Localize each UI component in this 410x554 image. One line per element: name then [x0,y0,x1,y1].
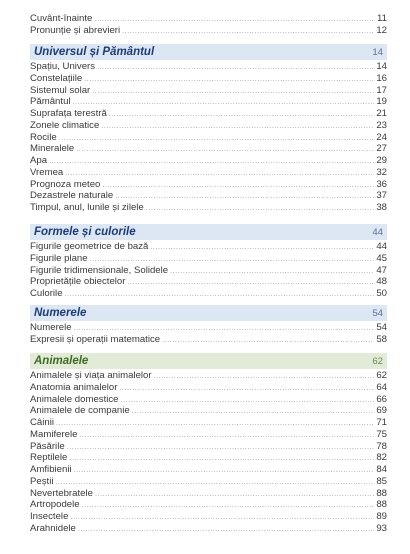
toc-entry-page: 17 [376,84,387,96]
dot-leader [79,429,374,441]
toc-entry-page: 16 [376,72,387,84]
toc-entry[interactable] [30,488,387,500]
toc-entry-label: Arahnidele [30,522,76,534]
toc-entry-label: Mamiferele [30,428,78,440]
dot-leader [69,452,374,464]
toc-entry-label: Apa [30,155,48,166]
dot-leader [84,73,374,85]
toc-entry-label: Zonele climatice [30,119,100,131]
dot-leader [65,288,375,300]
toc-entry[interactable] [30,120,387,132]
toc-entry-label: Proprietățile obiectelor [30,276,126,288]
dot-leader [150,241,374,253]
dot-leader [121,394,375,406]
toc-entry-label: Pronunție și abrevieri [30,24,121,36]
section-page: 54 [372,307,383,319]
toc-entry-label: Reptilele [30,452,68,464]
toc-entry[interactable] [30,405,387,417]
toc-entry[interactable] [30,190,387,202]
toc-entry-page: 89 [376,511,387,522]
toc-entry[interactable] [30,511,387,523]
dot-leader [146,202,375,214]
dot-leader [74,322,375,334]
toc-entry-label: Expresii și operații matematice [30,333,161,345]
toc-entry-label: Numerele [30,322,72,333]
toc-entry[interactable] [30,276,387,288]
toc-entry-label: Insectele [30,511,69,522]
toc-entry-label: Animalele de companie [30,405,130,417]
toc-entry-label: Figurile plane [30,252,88,264]
toc-entry[interactable] [30,132,387,144]
toc-entry-page: 38 [376,202,387,213]
toc-entry-label: Spațiu, Univers [30,61,96,72]
toc-entry-page: 88 [376,487,387,499]
toc-entry-page: 78 [376,440,387,452]
toc-entry-page: 66 [376,393,387,405]
toc-entry-label: Mineralele [30,143,75,155]
dot-leader [59,132,375,144]
dot-leader [67,441,375,453]
dot-leader [56,417,374,429]
toc-entry[interactable] [30,143,387,155]
dot-leader [70,511,374,523]
toc-entry-label: Cuvânt-înainte [30,13,93,24]
toc-entry-page: 58 [376,333,387,345]
dot-leader [76,143,374,155]
toc-entry-page: 54 [376,322,387,333]
dot-leader [55,476,374,488]
dot-leader [94,13,375,25]
section-header[interactable] [30,353,387,369]
toc-entry[interactable] [30,394,387,406]
toc-entry-label: Păsările [30,440,65,452]
toc-entry[interactable] [30,452,387,464]
dot-leader [170,265,374,277]
toc-entry-page: 29 [376,155,387,166]
dot-leader [90,253,375,265]
dot-leader [49,155,374,167]
toc-entry-label: Timpul, anul, lunile și zilele [30,202,144,213]
dot-leader [127,276,374,288]
toc-entry-label: Amfibienii [30,464,72,475]
toc-entry[interactable] [30,288,387,300]
toc-entry-label: Nevertebratele [30,487,93,499]
toc-entry-page: 48 [376,276,387,288]
toc-entry[interactable] [30,108,387,120]
toc-entry-page: 32 [376,166,387,178]
toc-entry[interactable] [30,85,387,97]
toc-entry[interactable] [30,179,387,191]
toc-entry-label: Constelațiile [30,72,83,84]
dot-leader [65,167,374,179]
toc-entry-page: 64 [376,381,387,393]
toc-entry[interactable] [30,73,387,85]
dot-leader [101,120,374,132]
dot-leader [154,370,375,382]
toc-entry[interactable] [30,476,387,488]
toc-entry[interactable] [30,417,387,429]
toc-entry-page: 12 [376,24,387,36]
toc-entry-page: 88 [376,499,387,511]
toc-entry-page: 85 [376,475,387,487]
section-header[interactable] [30,305,387,321]
toc-entry[interactable] [30,202,387,214]
toc-entry-page: 36 [376,178,387,190]
toc-entry-label: Culorile [30,288,63,299]
toc-entry[interactable] [30,253,387,265]
toc-entry-page: 50 [376,288,387,299]
toc-entry-label: Dezastrele naturale [30,190,114,202]
toc-entry[interactable] [30,334,387,346]
toc-entry[interactable] [30,265,387,277]
toc-entry-label: Vremea [30,166,64,178]
toc-entry[interactable] [30,370,387,382]
dot-leader [92,85,374,97]
toc-entry-page: 45 [376,252,387,264]
section-title: Universul și Pământul [34,46,155,58]
toc-entry-page: 14 [376,61,387,72]
dot-leader [74,464,375,476]
toc-entry-label: Animalele și viața animalelor [30,370,152,381]
dot-leader [115,190,374,202]
toc-entry-label: Câinii [30,417,54,428]
toc-entry[interactable] [30,429,387,441]
dot-leader [122,25,374,37]
toc-entry-page: 84 [376,464,387,475]
toc-entry-page: 19 [376,96,387,108]
section-title: Formele și culorile [34,226,136,238]
toc-entry-label: Rocile [30,131,57,143]
toc-entry-page: 75 [376,428,387,440]
toc-entry-page: 82 [376,452,387,464]
dot-leader [132,405,375,417]
section-page: 44 [372,226,383,238]
dot-leader [109,108,375,120]
toc-entry-label: Suprafața terestră [30,108,107,119]
toc-entry-page: 24 [376,131,387,143]
toc-entry[interactable] [30,464,387,476]
dot-leader [102,179,374,191]
toc-entry[interactable] [30,167,387,179]
toc-entry-page: 11 [377,13,387,24]
dot-leader [78,523,374,535]
toc-entry-label: Animalele domestice [30,393,119,405]
toc-entry-page: 27 [376,143,387,155]
toc-entry-label: Figurile geometrice de bază [30,241,149,252]
toc-entry[interactable] [30,155,387,167]
toc-entry-page: 71 [376,417,387,428]
toc-entry-label: Prognoza meteo [30,178,101,190]
toc-entry-label: Anatomia animalelor [30,381,118,393]
toc-entry-page: 69 [376,405,387,417]
dot-leader [82,499,375,511]
section-page: 62 [372,355,383,367]
toc-entry[interactable] [30,61,387,73]
dot-leader [95,488,374,500]
toc-entry[interactable] [30,13,387,25]
toc-entry[interactable] [30,382,387,394]
dot-leader [162,334,374,346]
toc-entry-page: 62 [376,370,387,381]
section-page: 14 [372,46,383,58]
toc-entry-label: Figurile tridimensionale, Solidele [30,264,169,276]
dot-leader [73,96,375,108]
toc-entry-page: 21 [376,108,387,119]
toc-entry[interactable] [30,25,387,37]
section-header[interactable] [30,44,387,60]
toc-entry[interactable] [30,241,387,253]
dot-leader [119,382,374,394]
section-title: Animalele [34,355,89,367]
toc-entry[interactable] [30,96,387,108]
toc-entry[interactable] [30,322,387,334]
toc-entry-page: 47 [376,264,387,276]
toc-entry-label: Pământul [30,96,71,108]
toc-entry-page: 93 [376,522,387,534]
toc-entry[interactable] [30,441,387,453]
toc-entry-page: 44 [376,241,387,252]
toc-entry-label: Sistemul solar [30,84,91,96]
dot-leader [97,61,374,73]
section-title: Numerele [34,307,87,319]
toc-entry-label: Artropodele [30,499,80,511]
toc-entry-page: 37 [376,190,387,202]
toc-entry-label: Peștii [30,475,54,487]
toc-entry-page: 23 [376,119,387,131]
toc-entry[interactable] [30,499,387,511]
section-header[interactable] [30,224,387,240]
toc-entry[interactable] [30,523,387,535]
